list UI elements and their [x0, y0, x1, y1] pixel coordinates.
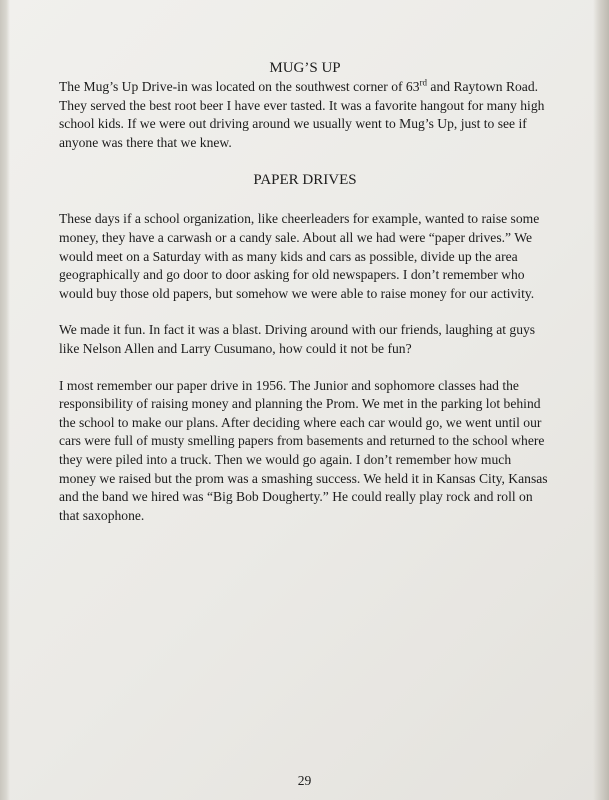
section-heading-mugs-up: MUG’S UP [269, 60, 341, 76]
mugs-up-text-start: The Mug’s Up Drive-in was located on the southwest corner of 63 [59, 79, 420, 94]
paper-drives-paragraph-2: We made it fun. In fact it was a blast. Driving around with our friends, laughing at guys like Nelson Allen and Larry Cusumano, how could it not be fun? [59, 322, 536, 356]
mugs-up-text-end: and Raytown Road. They served the best root beer I have ever tasted. It was a favorite hangout for many high school kids. If we were out driving around we usually went to Mug’s Up, just to see if anyone was there that we knew. [59, 79, 545, 150]
page-left-edge [0, 0, 10, 800]
paper-drives-paragraph-3: I most remember our paper drive in 1956. The Junior and sophomore classes had the responsibility of raising money and planning the Prom. We met in the parking lot behind the school to make our plans. After deciding where each car would go, we went until our cars were full of musty smelling papers from basements and returned to the school where they were piled into a truck. Then we would go again. I don’t remember how much money we raised but the prom was a smashing success. We held it in Kansas City, Kansas and the band we hired was “Big Bob Dougherty.” He could really play rock and roll on that saxophone. [59, 377, 548, 523]
section-heading-paper-drives: PAPER DRIVES [253, 172, 357, 189]
page-number: 29 [297, 773, 312, 788]
ordinal-superscript: rd [419, 77, 428, 88]
mugs-up-paragraph [59, 78, 551, 152]
document-body [59, 58, 551, 543]
page-right-edge [593, 0, 609, 800]
paper-drives-paragraph-1: These days if a school organization, like cheerleaders for example, wanted to raise some money, they have a carwash or a candy sale. About all we had were “paper drives.” We would meet on a Saturday with as many kids and cars as possible, divide up the area geographically and go door to door asking for old newspapers. I don’t remember who would buy those old papers, but somehow we were able to raise money for our activity. [59, 211, 540, 301]
